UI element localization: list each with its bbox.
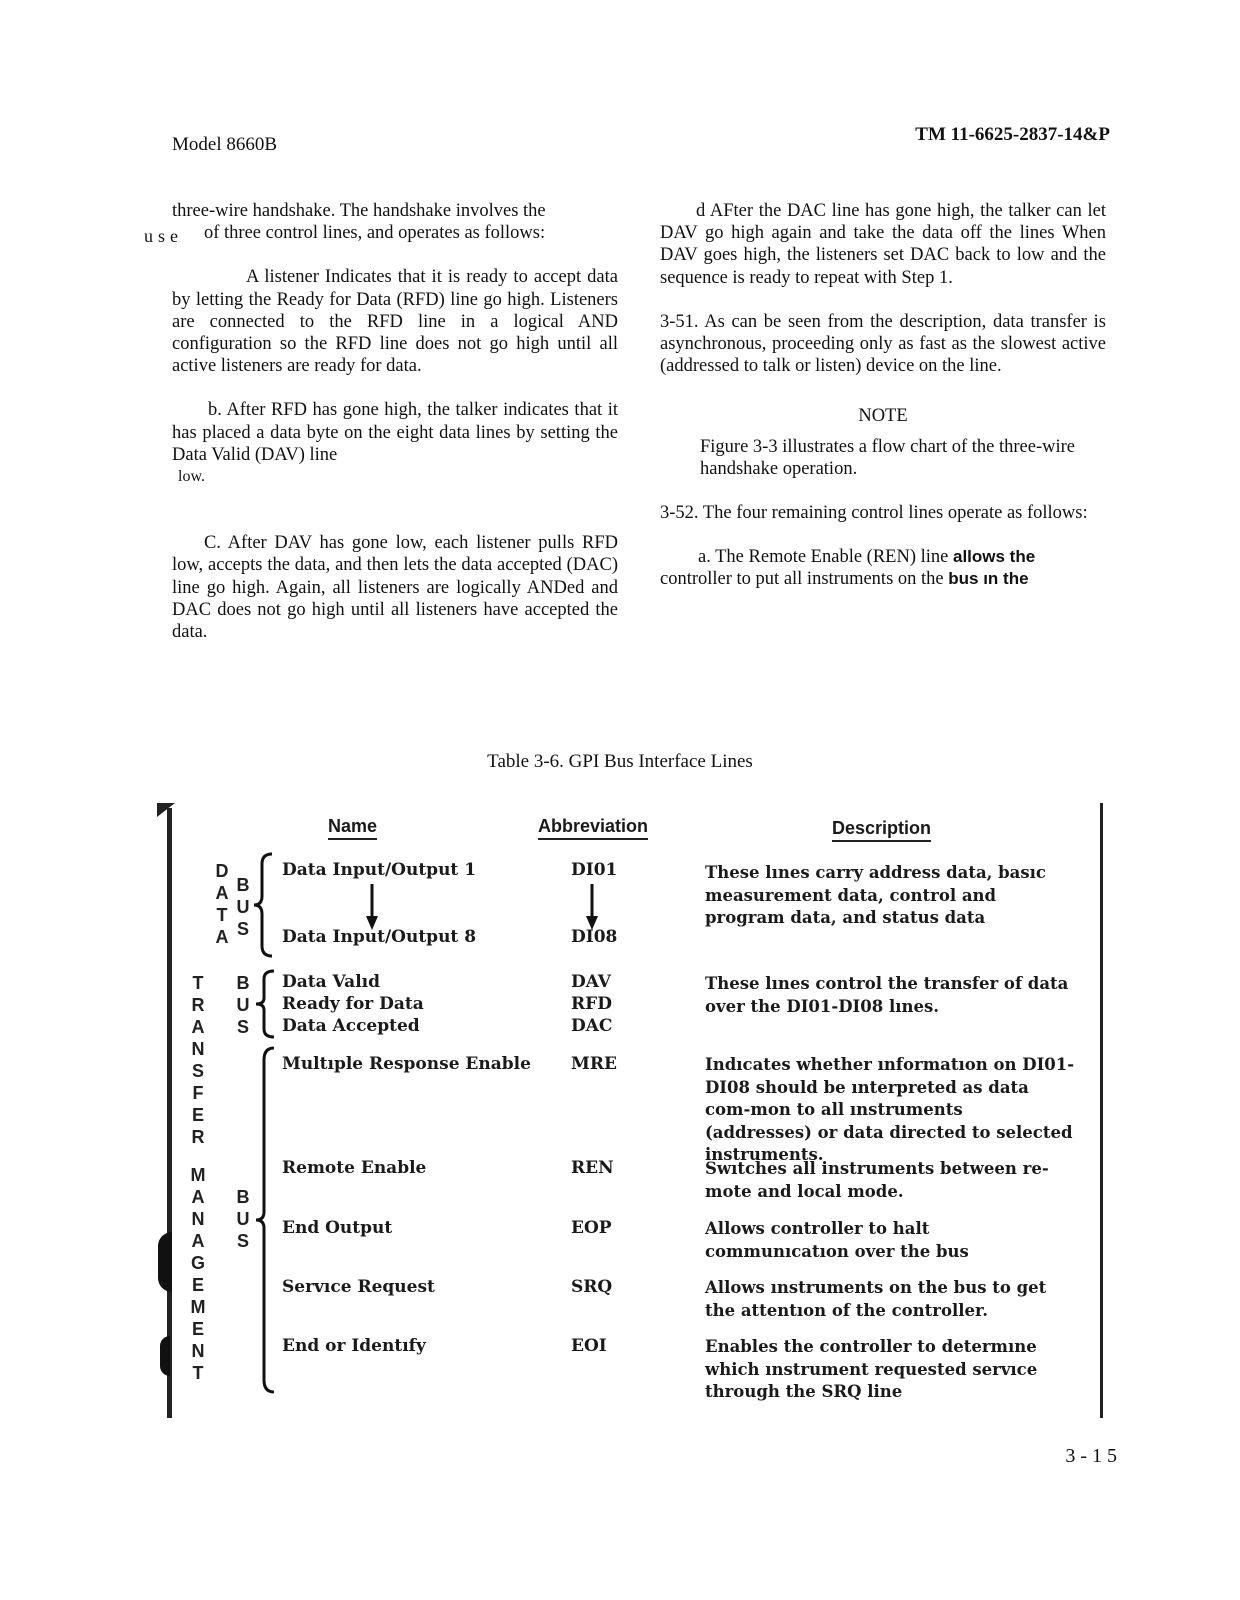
group-letter: E — [191, 1275, 204, 1295]
row-abbr-dav: DAV — [571, 972, 611, 992]
header-abbreviation: Abbreviation — [538, 816, 648, 840]
row-abbr-eoi: EOI — [571, 1336, 607, 1356]
row-name-ren: Remote Enable — [282, 1158, 427, 1178]
group-letter: N — [191, 1341, 205, 1361]
row-name-di01: Data Input/Output 1 — [282, 860, 477, 880]
group-letter: B — [236, 875, 250, 895]
header-description: Description — [832, 818, 931, 842]
group-letter: A — [215, 927, 229, 947]
group-letter: A — [215, 883, 229, 903]
group-letter: S — [236, 919, 249, 939]
group-letter: S — [191, 1061, 204, 1081]
group-letter: S — [236, 1231, 249, 1251]
row-desc-data-lines: These lınes carry address data, basıc measurement data, control and program data, and status data — [705, 863, 1046, 927]
group-letter: E — [191, 1105, 204, 1125]
row-desc-ren: Swıtches all instruments between re-mote and local mode. — [705, 1159, 1049, 1201]
group-letter: A — [191, 1017, 205, 1037]
row-name-eoi: End or Identıfy — [282, 1336, 426, 1356]
group-letter: A — [191, 1187, 205, 1207]
tm-number: TM 11-6625-2837-14&P — [915, 124, 1110, 145]
paragraph-intro-line1: three-wire handshake. The handshake involves the — [172, 201, 546, 221]
row-desc-srq: Allows ınstruments on the bus to get the attentıon of the controller. — [705, 1278, 1047, 1320]
group-letter: M — [190, 1297, 206, 1317]
group-letter: R — [191, 1127, 205, 1147]
group-label-management — [190, 1164, 206, 1384]
use-fragment: use — [144, 226, 183, 246]
model-header: Model 8660B — [172, 134, 278, 155]
table-caption: Table 3-6. GPI Bus Interface Lines — [487, 751, 753, 772]
step-a-ren: a. The Remote Enable (REN) line allows the — [698, 547, 1036, 568]
row-abbr-srq: SRQ — [571, 1277, 613, 1297]
step-c: C. After DAV has gone low, each listener pulls RFD low, accepts the data, and then lets the data accepted (DAC) line go high. Again, all listeners are logically ANDed and DAC does not go high until all listeners have accepted the data. — [172, 533, 618, 643]
group-label-data — [214, 860, 230, 948]
row-abbr-rfd: RFD — [571, 994, 612, 1014]
row-name-eop: End Output — [282, 1218, 393, 1238]
group-letter: D — [215, 861, 229, 881]
note-body: Figure 3-3 illustrates a flow chart of the three-wire handshake operation. — [700, 436, 1076, 479]
group-letter: S — [236, 1017, 249, 1037]
row-desc-transfer-lines: These lınes control the transfer of data over the DI01-DI08 lınes. — [705, 974, 1069, 1016]
page-number: 3-15 — [1065, 1445, 1122, 1467]
row-abbr-ren: REN — [571, 1158, 614, 1178]
group-letter: T — [192, 1363, 204, 1383]
row-abbr-eop: EOP — [571, 1218, 612, 1238]
group-label-data-bus — [235, 874, 251, 940]
group-label-transfer — [190, 972, 206, 1148]
corner-mark — [157, 803, 175, 817]
note-title: NOTE — [858, 406, 908, 427]
group-letter: U — [236, 897, 250, 917]
data-bus-brace — [250, 850, 280, 960]
paragraph-3-51: 3-51. As can be seen from the description, data transfer is asynchronous, proceeding only as fast as the slowest active (addressed to talk or listen) device on the line. — [660, 311, 1106, 377]
step-b-tail: low. — [178, 468, 205, 486]
step-a-ren-line2: controller to put all instruments on the bus ın the — [660, 569, 1029, 590]
group-letter: A — [191, 1231, 205, 1251]
step-a: A listener Indicates that it is ready to accept data by letting the Ready for Data (RFD) line go high. Listeners are connected to the RFD line in a logical AND configuration so the RFD line does not go high until all active listeners are ready for data. — [172, 267, 618, 377]
group-letter: M — [190, 1165, 206, 1185]
step-d: d AFter the DAC line has gone high, the talker can let DAV go high again and take the data off the lines When DAV goes high, the listeners set DAC back to low and the sequence is ready to repeat with Step 1. — [660, 201, 1106, 288]
group-letter: G — [190, 1253, 205, 1273]
group-label-management-bus — [235, 1186, 251, 1252]
group-letter: N — [191, 1209, 205, 1229]
group-letter: R — [191, 995, 205, 1015]
transfer-bus-brace — [252, 968, 280, 1040]
row-desc-mre: Indıcates whether ınformatıon on DI01-DI08 should be ınterpreted as data com-mon to all ınstruments (addresses) or data directed to selected instruments. — [705, 1055, 1075, 1164]
group-letter: U — [236, 995, 250, 1015]
group-label-transfer-bus — [235, 972, 251, 1038]
row-name-dac: Data Accepted — [282, 1016, 420, 1036]
group-letter: T — [192, 973, 204, 993]
header-name: Name — [328, 816, 377, 840]
row-name-rfd: Ready for Data — [282, 994, 424, 1014]
management-bus-brace — [252, 1044, 280, 1396]
binding-mark — [158, 1232, 172, 1292]
arrow-down-icon — [364, 882, 380, 932]
step-b: b. After RFD has gone high, the talker indicates that it has placed a data byte on the eight data lines by setting the Data Valid (DAV) line — [172, 400, 618, 465]
row-desc-eop: Allows controller to halt communıcatıon over the bus — [705, 1219, 969, 1261]
row-name-dav: Data Valıd — [282, 972, 380, 992]
row-desc-eoi: Enables the controller to determıne which ınstrument requested servıce through the SRQ line — [705, 1337, 1038, 1401]
group-letter: U — [236, 1209, 250, 1229]
paragraph-3-52: 3-52. The four remaining control lines operate as follows: — [660, 503, 1088, 524]
table-left-border — [167, 808, 172, 1418]
row-abbr-mre: MRE — [571, 1054, 617, 1074]
group-letter: B — [236, 973, 250, 993]
group-letter: E — [191, 1319, 204, 1339]
group-letter: N — [191, 1039, 205, 1059]
binding-mark-small — [160, 1336, 170, 1376]
row-name-mre: Multıple Response Enable — [282, 1054, 531, 1074]
group-letter: T — [216, 905, 228, 925]
paragraph-intro-line2: of three control lines, and operates as follows: — [204, 223, 546, 244]
row-abbr-di01: DI01 — [571, 860, 618, 880]
group-letter: F — [192, 1083, 204, 1103]
row-name-di08: Data Input/Output 8 — [282, 927, 477, 947]
arrow-down-icon — [584, 882, 600, 932]
row-abbr-dac: DAC — [571, 1016, 613, 1036]
group-letter: B — [236, 1187, 250, 1207]
row-name-srq: Servıce Request — [282, 1277, 435, 1297]
table-right-border — [1100, 803, 1103, 1418]
row-abbr-di08: DI08 — [571, 927, 618, 947]
